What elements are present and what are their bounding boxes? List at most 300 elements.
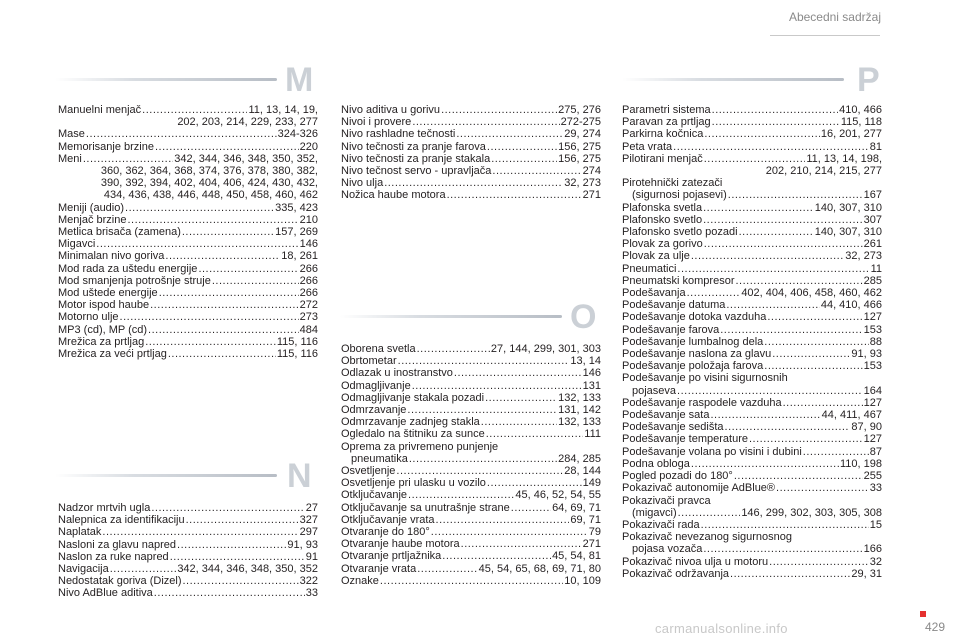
entry-pages[interactable]: 11, 13, 14, 19, [248, 104, 318, 116]
index-entry [341, 404, 601, 416]
entry-leader-dots [447, 189, 582, 201]
entry-pages[interactable]: 266 [299, 287, 318, 300]
entry-pages[interactable]: 342, 344, 346, 348, 350, 352 [177, 563, 318, 576]
index-entry [622, 202, 882, 214]
entry-pages-continued[interactable]: 202, 203, 214, 229, 233, 277 [177, 116, 318, 129]
entry-pages[interactable]: 220 [299, 140, 318, 153]
entry-pages[interactable]: 13, 14 [570, 355, 601, 368]
entry-leader-dots [725, 421, 851, 433]
entry-term: Podna obloga [622, 457, 690, 470]
entry-term: Podešavanje naslona za glavu [622, 348, 772, 361]
entry-term: Naplatak [58, 526, 102, 539]
entry-pages-continued[interactable]: 360, 362, 364, 368, 374, 376, 378, 380, 382, [100, 165, 318, 178]
entry-pages[interactable]: 87 [869, 445, 882, 458]
entry-leader-dots [212, 275, 299, 287]
entry-pages[interactable]: 157, 269 [275, 226, 318, 239]
entry-leader-dots [767, 311, 862, 323]
entry-pages[interactable]: 402, 404, 406, 458, 460, 462 [741, 287, 882, 300]
entry-term: Plafonsko svetlo pozadi [622, 226, 738, 239]
entry-pages[interactable]: 127 [863, 396, 882, 409]
index-entry [622, 324, 882, 336]
entry-pages[interactable]: 327 [299, 514, 318, 527]
entry-term: Motorno ulje [58, 311, 119, 324]
entry-leader-dots [407, 404, 557, 416]
letter-heading-o [340, 298, 605, 336]
index-entry [341, 343, 601, 355]
index-entry [341, 453, 601, 465]
entry-term: Obrtometar [341, 355, 397, 368]
entry-pages[interactable]: 146 [299, 238, 318, 251]
entry-leader-dots [127, 214, 298, 226]
entry-pages[interactable]: 132, 133 [558, 416, 601, 429]
entry-term: Plovak za ulje [622, 250, 690, 263]
entry-pages[interactable]: 33 [869, 482, 882, 495]
index-entry [341, 128, 601, 140]
entry-leader-dots [703, 543, 862, 555]
entry-leader-dots [726, 299, 819, 311]
letter-heading-n [55, 457, 320, 495]
entry-pages[interactable]: 33 [305, 587, 318, 600]
entry-pages-continued[interactable]: 390, 392, 394, 402, 404, 406, 424, 430, 432, [100, 177, 318, 190]
entry-pages[interactable]: 266 [299, 274, 318, 287]
index-entry-heading: Oprema za privremeno punjenje [341, 440, 499, 453]
entry-leader-dots [703, 202, 814, 214]
entry-leader-dots [412, 380, 582, 392]
entry-leader-dots [769, 556, 869, 568]
index-column-2-m [341, 104, 601, 202]
entry-term: Pokazivač održavanja [622, 567, 730, 580]
entry-leader-dots [86, 128, 277, 140]
entry-pages[interactable]: 29, 274 [564, 128, 601, 141]
entry-pages[interactable]: 28, 144 [564, 465, 601, 478]
entry-term: (migavci) [632, 506, 677, 519]
entry-pages[interactable]: 307 [863, 213, 882, 226]
entry-term: Otvaranje vrata [341, 562, 417, 575]
entry-term: Pokazivač nivoa ulja u motoru [622, 555, 769, 568]
entry-pages[interactable]: 275, 276 [558, 104, 601, 116]
entry-term: Naslon za ruke napred [58, 550, 169, 563]
index-entry [341, 502, 601, 514]
entry-leader-dots [691, 250, 844, 262]
entry-leader-dots [177, 539, 286, 551]
entry-leader-dots [677, 263, 869, 275]
index-entry [622, 409, 882, 421]
entry-leader-dots [186, 514, 299, 526]
entry-pages[interactable]: 284, 285 [558, 452, 601, 465]
index-entry [622, 287, 882, 299]
index-entry [622, 214, 882, 226]
entry-term: Otključavanje [341, 489, 408, 502]
entry-term: pojaseva [632, 384, 677, 397]
index-entry [58, 226, 318, 238]
entry-pages[interactable]: 167 [863, 189, 882, 202]
heading-bar [55, 78, 277, 81]
entry-pages[interactable]: 91, 93 [851, 348, 882, 361]
entry-pages[interactable]: 335, 423 [275, 201, 318, 214]
entry-leader-dots [150, 299, 299, 311]
entry-term: Meni [58, 152, 82, 165]
entry-term: Navigacija [58, 563, 109, 576]
entry-leader-dots [673, 141, 869, 153]
index-entry [341, 575, 601, 587]
entry-term: Nivo tečnosti za pranje stakala [341, 152, 491, 165]
index-entry [622, 507, 882, 519]
index-entry [341, 538, 601, 550]
entry-pages[interactable]: 15 [869, 518, 882, 531]
entry-pages-continued[interactable]: 202, 210, 214, 215, 277 [765, 165, 882, 178]
entry-pages[interactable]: 91 [305, 550, 318, 563]
entry-leader-dots [165, 250, 280, 262]
entry-term: Podešavanje sata [622, 409, 710, 422]
entry-pages[interactable]: 131, 142 [558, 404, 601, 417]
entry-leader-dots [431, 526, 588, 538]
entry-leader-dots [677, 385, 863, 397]
entry-leader-dots [734, 470, 863, 482]
entry-leader-dots [492, 165, 581, 177]
entry-term: Pokazivač autonomije AdBlue® [622, 482, 776, 495]
entry-pages[interactable]: 153 [863, 360, 882, 373]
index-entry [58, 551, 318, 563]
entry-pages[interactable]: 91, 93 [287, 538, 318, 551]
entry-leader-dots [491, 153, 557, 165]
index-entry [341, 380, 601, 392]
entry-pages[interactable]: 115, 116 [276, 348, 318, 361]
entry-term: Manuelni menjač [58, 104, 142, 116]
entry-pages[interactable]: 324-326 [277, 128, 318, 141]
index-entry [341, 177, 601, 189]
entry-term: Metlica brisača (zamena) [58, 226, 181, 239]
entry-leader-dots [704, 153, 806, 165]
index-entry [622, 263, 882, 275]
letter-m: M [285, 61, 314, 99]
entry-pages[interactable]: 29, 31 [851, 567, 882, 580]
entry-pages[interactable]: 27 [305, 502, 318, 514]
page-header-title: Abecedni sadržaj [788, 10, 881, 24]
entry-pages[interactable]: 322 [299, 575, 318, 588]
entry-term: Pogled pozadi do 180° [622, 470, 733, 483]
index-entry [622, 141, 882, 153]
entry-term: Podešavanje raspodele vazduha [622, 396, 782, 409]
entry-pages[interactable]: 81 [869, 140, 882, 153]
index-entry [58, 275, 318, 287]
entry-leader-dots [704, 128, 820, 140]
entry-term: Otključavanje sa unutrašnje strane [341, 501, 510, 514]
entry-term: Pneumatici [622, 262, 677, 275]
entry-pages[interactable]: 131 [582, 379, 601, 392]
entry-pages[interactable]: 146, 299, 302, 303, 305, 308 [741, 506, 882, 519]
entry-leader-dots [739, 226, 814, 238]
entry-pages[interactable]: 32, 273 [564, 177, 601, 190]
entry-pages[interactable]: 88 [869, 335, 882, 348]
entry-pages[interactable]: 111 [584, 428, 601, 441]
entry-pages[interactable]: 274 [582, 165, 601, 178]
entry-term: Podešavanje temperature [622, 433, 748, 446]
entry-leader-dots [728, 189, 863, 201]
entry-term: Nasloni za glavu napred [58, 538, 177, 551]
letter-n: N [287, 457, 312, 495]
entry-leader-dots [730, 568, 850, 580]
entry-term: Otključavanje vrata [341, 513, 435, 526]
entry-pages[interactable]: 44, 411, 467 [821, 409, 882, 422]
entry-pages[interactable]: 132, 133 [558, 391, 601, 404]
letter-heading-p [622, 61, 887, 99]
index-entry [341, 104, 601, 116]
entry-leader-dots [710, 409, 820, 421]
entry-pages[interactable]: 146 [582, 367, 601, 380]
entry-leader-dots [384, 177, 563, 189]
entry-term: Paravan za prtljag [622, 116, 711, 129]
entry-pages[interactable]: 271 [582, 538, 601, 551]
entry-leader-dots [486, 428, 584, 440]
entry-pages[interactable]: 87, 90 [851, 421, 882, 434]
entry-leader-dots [701, 519, 869, 531]
entry-leader-dots [198, 263, 298, 275]
index-entry [58, 238, 318, 250]
entry-pages[interactable]: 266 [299, 262, 318, 275]
entry-term: (sigurnosi pojasevi) [632, 189, 727, 202]
entry-term: Odmrzavanje [341, 404, 407, 417]
index-entry [58, 202, 318, 214]
entry-leader-dots [380, 575, 563, 587]
index-entry [341, 141, 601, 153]
entry-leader-dots [485, 392, 557, 404]
entry-pages[interactable]: 44, 410, 466 [820, 299, 882, 312]
index-entry [58, 324, 318, 336]
index-entry [622, 153, 882, 165]
index-entry [58, 348, 318, 360]
entry-pages[interactable]: 127 [863, 433, 882, 446]
entry-leader-dots [712, 116, 840, 128]
entry-leader-dots [148, 324, 299, 336]
entry-pages[interactable]: 140, 307, 310 [814, 201, 882, 214]
entry-leader-dots [749, 433, 863, 445]
index-entry [622, 543, 882, 555]
index-entry [58, 128, 318, 140]
entry-leader-dots [776, 482, 869, 494]
entry-term: Nivo rashladne tečnosti [341, 128, 456, 141]
index-entry [58, 287, 318, 299]
entry-leader-dots [736, 275, 863, 287]
entry-term: Mod smanjenja potrošnje struje [58, 274, 211, 287]
entry-term: Meniji (audio) [58, 201, 125, 214]
entry-leader-dots [154, 587, 305, 599]
entry-pages[interactable]: 272-275 [560, 116, 601, 129]
entry-term: Mrežica za veći prtljag [58, 348, 167, 361]
entry-leader-dots [764, 360, 862, 372]
entry-term: Nivo tečnosti za pranje farova [341, 140, 486, 153]
entry-pages[interactable]: 27, 144, 299, 301, 303 [490, 343, 601, 355]
entry-pages[interactable]: 69, 71 [570, 513, 601, 526]
entry-term: Nivo tečnost servo - upravljača [341, 165, 492, 178]
entry-leader-dots [803, 446, 869, 458]
entry-leader-dots [182, 226, 274, 238]
index-entry [341, 465, 601, 477]
entry-term: Otvaranje do 180° [341, 526, 430, 539]
entry-leader-dots [396, 465, 563, 477]
entry-leader-dots [436, 514, 570, 526]
entry-pages[interactable]: 271 [582, 189, 601, 202]
index-entry [622, 128, 882, 140]
index-entry [341, 477, 601, 489]
entry-term: Plovak za gorivo [622, 238, 703, 251]
entry-pages[interactable]: 255 [863, 470, 882, 483]
index-entry [341, 355, 601, 367]
entry-pages[interactable]: 79 [588, 526, 601, 539]
entry-pages[interactable]: 11 [870, 262, 882, 275]
entry-leader-dots [783, 397, 863, 409]
index-entry [622, 275, 882, 287]
index-column-1-m [58, 104, 318, 360]
entry-pages[interactable]: 115, 116 [276, 335, 318, 348]
entry-pages[interactable]: 32, 273 [845, 250, 882, 263]
index-entry [58, 104, 318, 116]
entry-pages[interactable]: 166 [863, 543, 882, 556]
entry-leader-dots [409, 453, 557, 465]
index-entry [341, 165, 601, 177]
index-entry [341, 153, 601, 165]
entry-leader-dots [487, 477, 582, 489]
entry-pages[interactable]: 110, 198 [839, 457, 882, 470]
index-entry [341, 367, 601, 379]
entry-term: Menjač brzine [58, 213, 127, 226]
entry-pages[interactable]: 149 [582, 477, 601, 490]
entry-leader-dots [83, 153, 173, 165]
index-entry [58, 214, 318, 226]
letter-heading-m [55, 61, 320, 99]
entry-leader-dots [712, 104, 839, 116]
index-column-3-p [622, 104, 882, 580]
section-marker [920, 611, 926, 617]
entry-leader-dots [511, 502, 551, 514]
entry-leader-dots [412, 116, 559, 128]
index-entry [341, 550, 601, 562]
entry-pages[interactable]: 156, 275 [558, 152, 601, 165]
entry-pages[interactable]: 484 [299, 323, 318, 336]
entry-pages[interactable]: 210 [299, 213, 318, 226]
index-entry [341, 563, 601, 575]
entry-leader-dots [704, 238, 863, 250]
index-entry [58, 502, 318, 514]
index-entry [622, 568, 882, 580]
entry-pages[interactable]: 297 [299, 526, 318, 539]
entry-pages[interactable]: 11, 13, 14, 198, [806, 152, 882, 165]
entry-leader-dots [417, 343, 490, 355]
entry-term: Nivo AdBlue aditiva [58, 587, 153, 600]
entry-pages[interactable]: 45, 54, 65, 68, 69, 71, 80 [478, 562, 601, 575]
entry-leader-dots [678, 507, 741, 519]
index-entry [622, 226, 882, 238]
entry-pages[interactable]: 261 [863, 238, 882, 251]
index-entry [58, 299, 318, 311]
entry-term: Nivoi i provere [341, 116, 412, 129]
entry-pages[interactable]: 410, 466 [839, 104, 882, 116]
entry-term: Otvaranje prtljažnika [341, 550, 442, 563]
entry-pages[interactable]: 342, 344, 346, 348, 350, 352, [174, 152, 318, 165]
entry-pages[interactable]: 140, 307, 310 [814, 226, 882, 239]
index-entry [622, 336, 882, 348]
index-entry [58, 575, 318, 587]
entry-term: Plafonsko svetlo [622, 213, 703, 226]
index-entry [341, 489, 601, 501]
entry-leader-dots [145, 336, 276, 348]
index-entry-heading: Pokazivač nevezanog sigurnosnog [622, 531, 793, 544]
entry-term: Oznake [341, 574, 379, 587]
heading-bar [340, 315, 562, 318]
index-entry [622, 385, 882, 397]
index-entry [58, 153, 318, 165]
entry-leader-dots [461, 538, 582, 550]
entry-term: Minimalan nivo goriva [58, 250, 165, 263]
index-entry [58, 250, 318, 262]
index-entry [622, 446, 882, 458]
entry-leader-dots [110, 563, 177, 575]
entry-leader-dots [125, 202, 274, 214]
entry-term: Motor ispod haube [58, 299, 150, 312]
entry-term: Parkirna kočnica [622, 128, 704, 141]
entry-pages[interactable]: 127 [863, 311, 882, 324]
entry-pages[interactable]: 45, 46, 52, 54, 55 [515, 489, 601, 502]
entry-term: Ogledalo na štitniku za sunce [341, 428, 485, 441]
entry-pages[interactable]: 153 [863, 323, 882, 336]
entry-leader-dots [772, 348, 850, 360]
index-entry [622, 556, 882, 568]
entry-term: Mod rada za uštedu energije [58, 262, 198, 275]
index-entry [341, 526, 601, 538]
entry-pages[interactable]: 10, 109 [564, 574, 601, 587]
index-entry-heading: Pokazivači pravca [622, 494, 711, 507]
index-entry [58, 587, 318, 599]
index-column-2-o [341, 343, 601, 587]
entry-pages[interactable]: 32 [869, 555, 882, 568]
entry-term: Memorisanje brzine [58, 140, 154, 153]
header-divider [770, 35, 880, 36]
entry-term: Mod uštede energije [58, 287, 158, 300]
entry-pages[interactable]: 64, 69, 71 [552, 501, 601, 514]
entry-pages[interactable]: 285 [863, 274, 882, 287]
entry-term: Nadzor mrtvih ugla [58, 502, 151, 514]
index-entry [58, 563, 318, 575]
entry-leader-dots [408, 489, 514, 501]
index-entry [58, 263, 318, 275]
entry-term: Mase [58, 128, 85, 141]
index-entry [58, 336, 318, 348]
entry-term: Pilotirani menjač [622, 152, 703, 165]
index-entry [341, 189, 601, 201]
entry-pages[interactable]: 164 [863, 384, 882, 397]
index-entry [341, 428, 601, 440]
entry-pages[interactable]: 115, 118 [840, 116, 882, 129]
entry-term: Podešavanja [622, 287, 686, 300]
entry-term: Migavci [58, 238, 96, 251]
entry-term: Podešavanje lumbalnog dela [622, 335, 764, 348]
entry-pages[interactable]: 273 [299, 311, 318, 324]
entry-pages-continued[interactable]: 434, 436, 438, 446, 448, 450, 458, 460, 462 [103, 189, 318, 202]
index-entry [341, 392, 601, 404]
entry-term: Podešavanje sedišta [622, 421, 724, 434]
entry-term: Pokazivači rada [622, 518, 700, 531]
entry-pages[interactable]: 156, 275 [558, 140, 601, 153]
index-entry [622, 360, 882, 372]
entry-leader-dots [398, 355, 570, 367]
entry-pages[interactable]: 45, 54, 81 [552, 550, 601, 563]
entry-pages[interactable]: 16, 201, 277 [820, 128, 882, 141]
entry-term: Podešavanje dotoka vazduha [622, 311, 767, 324]
entry-term: Nivo ulja [341, 177, 384, 190]
index-entry [622, 421, 882, 433]
entry-pages[interactable]: 18, 261 [281, 250, 318, 263]
entry-pages[interactable]: 272 [299, 299, 318, 312]
entry-term: pojasa vozača [632, 543, 703, 556]
